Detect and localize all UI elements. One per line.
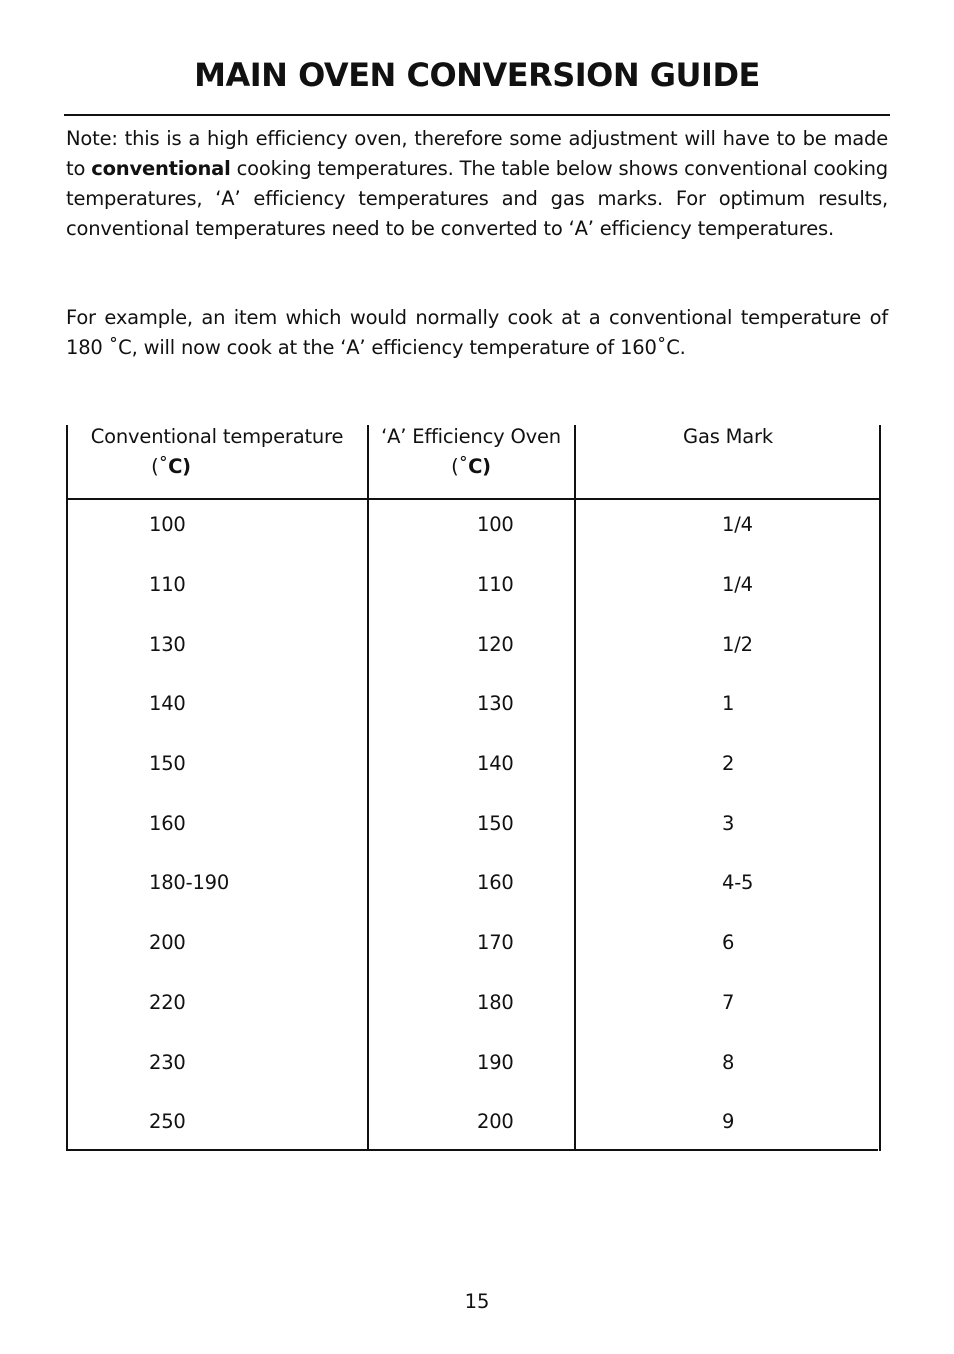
cell-efficiency: 120 <box>477 633 514 656</box>
example-paragraph: For example, an item which would normally cook at a conventional temperature of 180 ˚C, will now cook at the ‘A’ efficiency temperature of 160˚C. <box>66 306 888 359</box>
note-paragraph <box>66 124 888 244</box>
cell-gas-mark: 4-5 <box>722 871 754 894</box>
cell-conventional: 130 <box>149 633 186 656</box>
cell-gas-mark: 3 <box>722 812 735 835</box>
unit-bold: C) <box>168 455 191 478</box>
cell-efficiency: 190 <box>477 1051 514 1074</box>
header-gas-mark-label: Gas Mark <box>683 425 773 448</box>
table-border-left <box>66 425 68 1151</box>
page-number: 15 <box>464 1290 490 1313</box>
conversion-table <box>66 425 881 1151</box>
header-divider <box>66 498 881 500</box>
cell-efficiency: 180 <box>477 991 514 1014</box>
unit-open: (˚ <box>451 455 469 478</box>
cell-efficiency: 170 <box>477 931 514 954</box>
table-divider-col1 <box>367 425 369 1151</box>
note-text-end: cooking temperatures. The table below shows conventional cooking temperatures, ‘A’ efficiency temperatures and gas marks. For optimum results, conventional temperatures need to be converted to ‘A’ efficiency temperatures. <box>66 157 888 240</box>
cell-conventional: 100 <box>149 513 186 536</box>
table-border-right <box>879 425 881 1151</box>
cell-conventional: 160 <box>149 812 186 835</box>
cell-gas-mark: 1/4 <box>722 513 753 536</box>
note-text-start: Note: this is a high efficiency oven, therefore some adjustment will have to be made to <box>66 127 888 180</box>
cell-efficiency: 140 <box>477 752 514 775</box>
cell-gas-mark: 9 <box>722 1110 735 1133</box>
cell-efficiency: 160 <box>477 871 514 894</box>
header-conventional <box>72 422 362 482</box>
unit-bold: C) <box>468 455 491 478</box>
cell-conventional: 150 <box>149 752 186 775</box>
cell-conventional: 200 <box>149 931 186 954</box>
table-border-bottom <box>66 1149 878 1151</box>
cell-conventional: 180-190 <box>149 871 230 894</box>
cell-conventional: 110 <box>149 573 186 596</box>
cell-gas-mark: 7 <box>722 991 735 1014</box>
cell-gas-mark: 1/4 <box>722 573 753 596</box>
header-conventional-unit <box>0 452 362 482</box>
note-bold-word: conventional <box>91 157 231 180</box>
cell-gas-mark: 2 <box>722 752 735 775</box>
header-efficiency <box>371 422 571 482</box>
cell-efficiency: 130 <box>477 692 514 715</box>
cell-gas-mark: 1/2 <box>722 633 753 656</box>
cell-conventional: 140 <box>149 692 186 715</box>
cell-efficiency: 200 <box>477 1110 514 1133</box>
header-efficiency-unit <box>371 452 571 482</box>
cell-conventional: 250 <box>149 1110 186 1133</box>
cell-efficiency: 150 <box>477 812 514 835</box>
unit-open: (˚ <box>151 455 169 478</box>
cell-gas-mark: 6 <box>722 931 735 954</box>
table-divider-col2 <box>574 425 576 1151</box>
cell-gas-mark: 8 <box>722 1051 735 1074</box>
page-title: MAIN OVEN CONVERSION GUIDE <box>194 56 760 94</box>
cell-gas-mark: 1 <box>722 692 735 715</box>
header-conventional-label: Conventional temperature <box>90 425 344 448</box>
cell-efficiency: 100 <box>477 513 514 536</box>
title-divider <box>64 114 890 116</box>
cell-conventional: 230 <box>149 1051 186 1074</box>
cell-efficiency: 110 <box>477 573 514 596</box>
header-efficiency-label: ‘A’ Efficiency Oven <box>381 425 561 448</box>
cell-conventional: 220 <box>149 991 186 1014</box>
header-gas-mark <box>578 422 878 452</box>
